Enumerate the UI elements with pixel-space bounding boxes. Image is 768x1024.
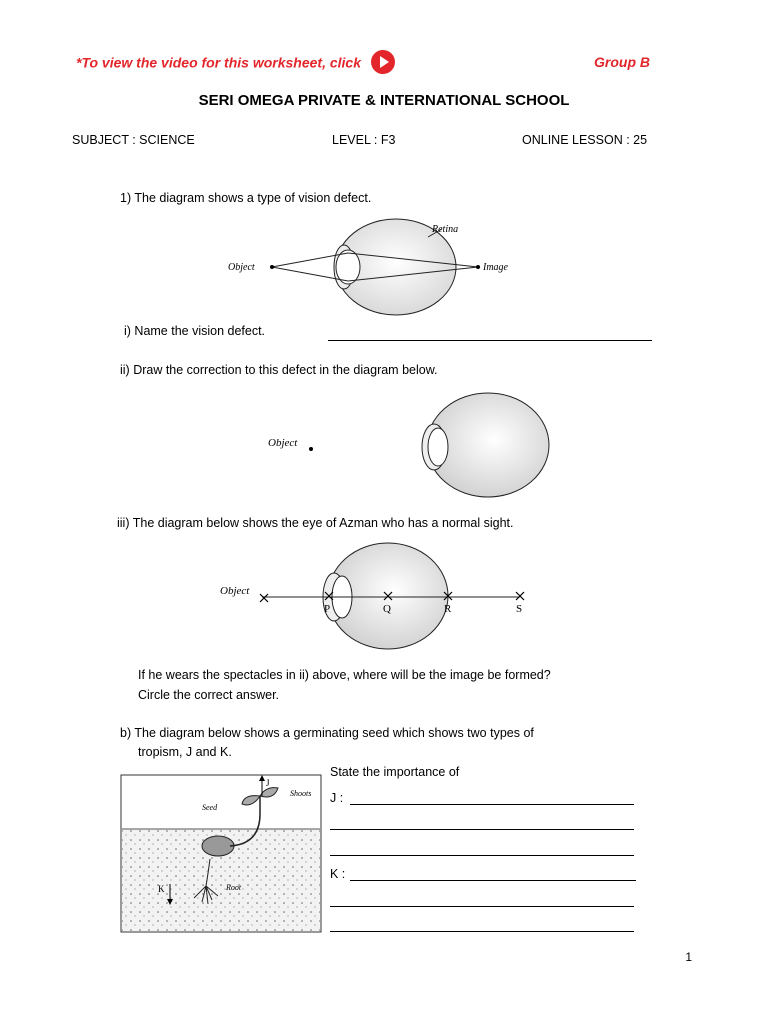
label-root: Root [226, 883, 242, 892]
correction-diagram[interactable] [262, 388, 562, 503]
qb-k-label: K : [330, 867, 346, 881]
page-number: 1 [685, 950, 692, 964]
point-s: S [516, 603, 523, 615]
point-r: R [444, 603, 452, 615]
qb-state: State the importance of [330, 765, 460, 779]
q1-iii-instruction: Circle the correct answer. [138, 688, 280, 702]
lens [336, 250, 360, 284]
video-link-text[interactable]: *To view the video for this worksheet, click [76, 54, 362, 71]
lens-2 [428, 428, 448, 466]
normal-eye-diagram [212, 540, 542, 652]
q1-iii-question: If he wears the spectacles in ii) above, where will be the image be formed? [138, 668, 551, 682]
point-q: Q [383, 603, 391, 615]
retina-label: Retina [432, 224, 459, 235]
qb-j-label: J : [330, 791, 344, 805]
label-k: K [158, 884, 165, 894]
answer-line-j1[interactable] [350, 804, 634, 805]
online-lesson: ONLINE LESSON : 25 [522, 133, 648, 147]
answer-line-i[interactable] [328, 340, 652, 341]
object-label-3: Object [220, 585, 250, 597]
answer-line-k1[interactable] [350, 880, 636, 881]
answer-line-j3[interactable] [330, 855, 634, 856]
image-label: Image [483, 262, 508, 273]
object-label: Object [228, 262, 255, 273]
vision-defect-diagram [220, 215, 530, 320]
label-seed: Seed [202, 803, 218, 812]
germinating-seed-diagram [120, 774, 322, 934]
q1-i: i) Name the vision defect. [124, 324, 266, 338]
level: LEVEL : F3 [332, 133, 396, 147]
subject: SUBJECT : SCIENCE [72, 133, 195, 147]
object-label-2: Object [268, 437, 298, 449]
answer-line-k3[interactable] [330, 931, 634, 932]
q1-intro: 1) The diagram shows a type of vision defect. [120, 191, 372, 205]
qb-intro-2: tropism, J and K. [138, 745, 232, 759]
answer-line-j2[interactable] [330, 829, 634, 830]
group-label: Group B [594, 54, 650, 70]
label-shoots: Shoots [290, 789, 312, 798]
seed [202, 836, 234, 856]
school-title: SERI OMEGA PRIVATE & INTERNATIONAL SCHOOL [198, 92, 570, 109]
q1-ii: ii) Draw the correction to this defect in the diagram below. [120, 363, 438, 377]
q1-iii: iii) The diagram below shows the eye of Azman who has a normal sight. [117, 516, 514, 530]
qb-intro-1: b) The diagram below shows a germinating seed which shows two types of [120, 726, 534, 740]
point-p: P [324, 603, 331, 615]
play-icon[interactable] [371, 50, 395, 74]
answer-line-k2[interactable] [330, 906, 634, 907]
label-j: J [266, 778, 270, 788]
video-link[interactable] [76, 52, 395, 76]
